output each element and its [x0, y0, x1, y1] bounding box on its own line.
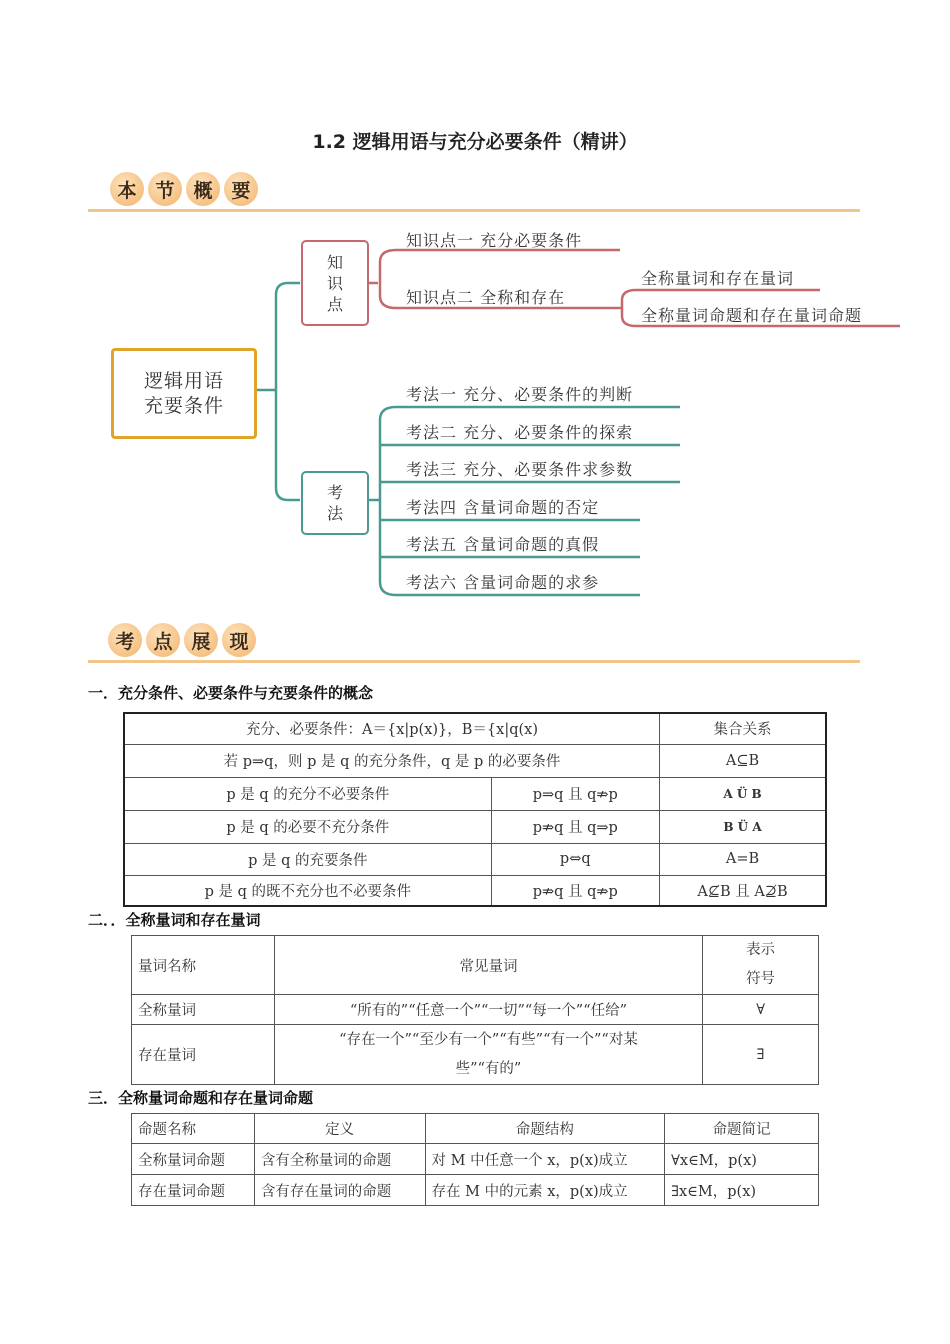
table-row — [124, 777, 826, 810]
node-char: 识 — [326, 273, 343, 293]
table-row — [124, 744, 826, 777]
knowledge-item: 知识点一 充分必要条件 — [406, 231, 583, 250]
page-title: 1.2 逻辑用语与充分必要条件（精讲） — [312, 131, 638, 153]
table-cell: 存在量词命题 — [132, 1175, 255, 1206]
table-cell: 含有全称量词的命题 — [254, 1144, 425, 1175]
table-cell: 全称量词命题 — [132, 1144, 255, 1175]
section-heading: 三．全称量词命题和存在量词命题 — [88, 1089, 314, 1107]
table-cell — [274, 1025, 702, 1085]
table-cell: A⊆B — [660, 744, 827, 777]
table-cell: 定义 — [254, 1114, 425, 1144]
sub-item: 全称量词命题和存在量词命题 — [641, 306, 863, 325]
table-cell — [703, 936, 819, 995]
header-line: 符号 — [746, 971, 776, 987]
table-cell: 若 p⇒q，则 p 是 q 的充分条件，q 是 p 的必要条件 — [124, 744, 660, 777]
method-item: 考法二 充分、必要条件的探索 — [406, 423, 634, 442]
mindmap-root-line: 逻辑用语 — [143, 369, 224, 392]
banner-char: 本 — [110, 172, 144, 206]
table-row — [124, 713, 826, 744]
banner-char: 要 — [224, 172, 258, 206]
sub-item: 全称量词和存在量词 — [641, 269, 795, 288]
table-cell: p 是 q 的充分不必要条件 — [124, 777, 491, 810]
table-cell: 存在 M 中的元素 x，p(x)成立 — [425, 1175, 665, 1206]
table-row — [132, 995, 819, 1025]
method-item: 考法四 含量词命题的否定 — [406, 498, 600, 517]
method-item: 考法三 充分、必要条件求参数 — [406, 460, 634, 479]
table-cell: p⇏q 且 q⇏p — [491, 875, 659, 906]
table-cell: 全称量词 — [132, 995, 275, 1025]
table-cell: 命题名称 — [132, 1114, 255, 1144]
method-item: 考法六 含量词命题的求参 — [406, 573, 600, 592]
table-cell: ∀ — [703, 995, 819, 1025]
method-item: 考法一 充分、必要条件的判断 — [406, 385, 634, 404]
table-cell: 量词名称 — [132, 936, 275, 995]
banner-char: 展 — [184, 623, 218, 657]
table-cell: ∀x∈M，p(x) — [665, 1144, 819, 1175]
table-cell: p 是 q 的充要条件 — [124, 843, 491, 875]
banner-char: 考 — [108, 623, 142, 657]
table-cell: “所有的”“任意一个”“一切”“每一个”“任给” — [274, 995, 702, 1025]
section-banner-points — [88, 623, 860, 663]
table-cell: 存在量词 — [132, 1025, 275, 1085]
mindmap-methods-node — [301, 471, 369, 535]
mindmap-knowledge-node — [301, 240, 369, 326]
table-cell: B Ü A — [660, 810, 827, 843]
node-char: 法 — [326, 504, 343, 523]
table-cell: 充分、必要条件：A＝{x|p(x)}，B＝{x|q(x) — [124, 713, 660, 744]
quantifier-table — [131, 935, 819, 1085]
table-cell: p⇒q 且 q⇏p — [491, 777, 659, 810]
table-cell: A Ü B — [660, 777, 827, 810]
banner-char: 概 — [186, 172, 220, 206]
section-heading: 二．．全称量词和存在量词 — [88, 911, 261, 929]
table-cell: A⊈B 且 A⊉B — [660, 875, 827, 906]
table-cell: p⇔q — [491, 843, 659, 875]
banner-divider — [88, 660, 860, 663]
table-cell: 命题结构 — [425, 1114, 665, 1144]
table-cell: p⇏q 且 q⇒p — [491, 810, 659, 843]
table-cell: 对 M 中任意一个 x，p(x)成立 — [425, 1144, 665, 1175]
table-row — [124, 810, 826, 843]
node-char: 考 — [326, 483, 343, 502]
table-row — [132, 1175, 819, 1206]
method-item: 考法五 含量词命题的真假 — [406, 535, 600, 554]
table-cell: 常见量词 — [274, 936, 702, 995]
table-cell: ∃ — [703, 1025, 819, 1085]
table-row — [124, 843, 826, 875]
header-line: 表示 — [746, 942, 776, 958]
table-row — [124, 875, 826, 906]
knowledge-item: 知识点二 全称和存在 — [406, 288, 566, 307]
table-cell: p 是 q 的必要不充分条件 — [124, 810, 491, 843]
node-char: 点 — [326, 294, 343, 314]
banner-char: 点 — [146, 623, 180, 657]
table-cell: ∃x∈M，p(x) — [665, 1175, 819, 1206]
table-row — [132, 1114, 819, 1144]
cell-line: 些”“有的” — [455, 1060, 522, 1077]
node-char: 知 — [326, 252, 343, 272]
concept-table — [123, 712, 827, 907]
table-cell: 含有存在量词的命题 — [254, 1175, 425, 1206]
section-heading: 一．充分条件、必要条件与充要条件的概念 — [88, 684, 374, 702]
table-row — [132, 1025, 819, 1085]
table-cell: 集合关系 — [660, 713, 827, 744]
table-row — [132, 1144, 819, 1175]
cell-line: “存在一个”“至少有一个”“有些”“有一个”“对某 — [339, 1031, 638, 1048]
table-cell: p 是 q 的既不充分也不必要条件 — [124, 875, 491, 906]
table-row — [132, 936, 819, 995]
mindmap-root-line: 充要条件 — [143, 394, 224, 417]
mindmap-root — [111, 348, 257, 439]
banner-char: 现 — [222, 623, 256, 657]
table-cell: 命题简记 — [665, 1114, 819, 1144]
table-cell: A=B — [660, 843, 827, 875]
proposition-table — [131, 1113, 819, 1206]
banner-char: 节 — [148, 172, 182, 206]
